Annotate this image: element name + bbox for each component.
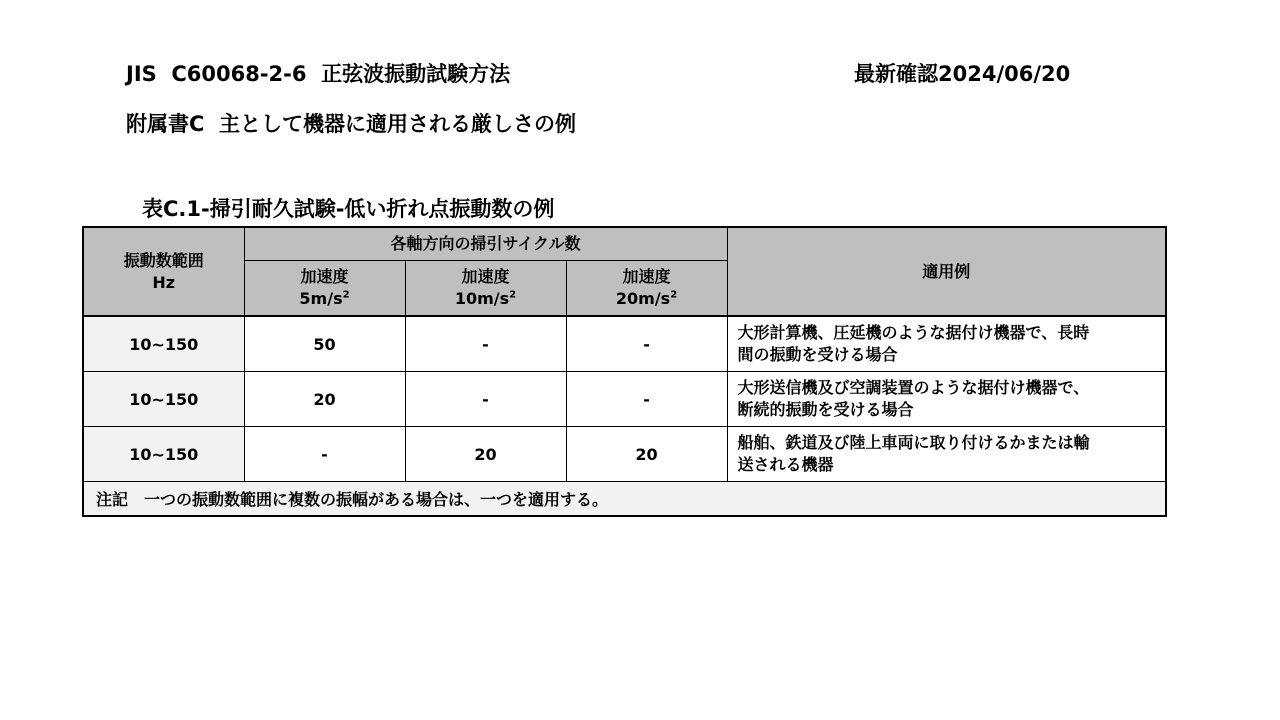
application-line: 断続的振動を受ける場合 bbox=[737, 400, 914, 419]
header-accel-20 bbox=[566, 261, 727, 317]
accel-exponent: 2 bbox=[509, 289, 517, 301]
header-frequency-range bbox=[83, 227, 244, 316]
cell-application bbox=[727, 372, 1166, 427]
accel-exponent: 2 bbox=[670, 289, 678, 301]
table-note: 注記 一つの振動数範囲に複数の振幅がある場合は、一つを適用する。 bbox=[83, 482, 1166, 517]
cell-cycles-5: - bbox=[244, 427, 405, 482]
cell-frequency-range: 10~150 bbox=[83, 427, 244, 482]
accel-label: 加速度 bbox=[461, 267, 510, 286]
table-row bbox=[83, 316, 1166, 372]
annex-title: 附属書C 主として機器に適用される厳しさの例 bbox=[126, 112, 577, 136]
cell-cycles-10: 20 bbox=[405, 427, 566, 482]
cell-frequency-range: 10~150 bbox=[83, 316, 244, 372]
confirmed-date: 最新確認2024/06/20 bbox=[854, 62, 1071, 86]
accel-label: 加速度 bbox=[300, 267, 349, 286]
header-accel-10 bbox=[405, 261, 566, 317]
cell-cycles-5: 20 bbox=[244, 372, 405, 427]
table-row bbox=[83, 372, 1166, 427]
severity-table bbox=[82, 226, 1167, 517]
accel-value: 5m/s bbox=[299, 289, 343, 308]
cell-application bbox=[727, 427, 1166, 482]
cell-cycles-10: - bbox=[405, 372, 566, 427]
accel-label: 加速度 bbox=[622, 267, 671, 286]
cell-cycles-20: - bbox=[566, 372, 727, 427]
cell-cycles-5: 50 bbox=[244, 316, 405, 372]
table-note-row bbox=[83, 482, 1166, 517]
table-row bbox=[83, 427, 1166, 482]
application-line: 船舶、鉄道及び陸上車両に取り付けるかまたは輸 bbox=[737, 433, 1090, 452]
application-line: 送される機器 bbox=[737, 455, 834, 474]
header-range-unit: Hz bbox=[152, 272, 176, 292]
application-line: 大形送信機及び空調装置のような据付け機器で、 bbox=[737, 378, 1090, 397]
cell-cycles-10: - bbox=[405, 316, 566, 372]
accel-value: 20m/s bbox=[615, 289, 671, 308]
table-header-row bbox=[83, 227, 1166, 261]
header-accel-5 bbox=[244, 261, 405, 317]
accel-value: 10m/s bbox=[454, 289, 510, 308]
application-line: 間の振動を受ける場合 bbox=[737, 345, 898, 364]
header-range-label: 振動数範囲 bbox=[123, 250, 204, 270]
header-cycles-group: 各軸方向の掃引サイクル数 bbox=[244, 227, 727, 261]
application-line: 大形計算機、圧延機のような据付け機器で、長時 bbox=[737, 323, 1090, 342]
table-caption: 表C.1-掃引耐久試験-低い折れ点振動数の例 bbox=[142, 197, 555, 221]
cell-cycles-20: 20 bbox=[566, 427, 727, 482]
cell-application bbox=[727, 316, 1166, 372]
header-application: 適用例 bbox=[727, 227, 1166, 316]
document-title: JIS C60068-2-6 正弦波振動試験方法 bbox=[126, 62, 511, 86]
cell-cycles-20: - bbox=[566, 316, 727, 372]
cell-frequency-range: 10~150 bbox=[83, 372, 244, 427]
accel-exponent: 2 bbox=[342, 289, 350, 301]
